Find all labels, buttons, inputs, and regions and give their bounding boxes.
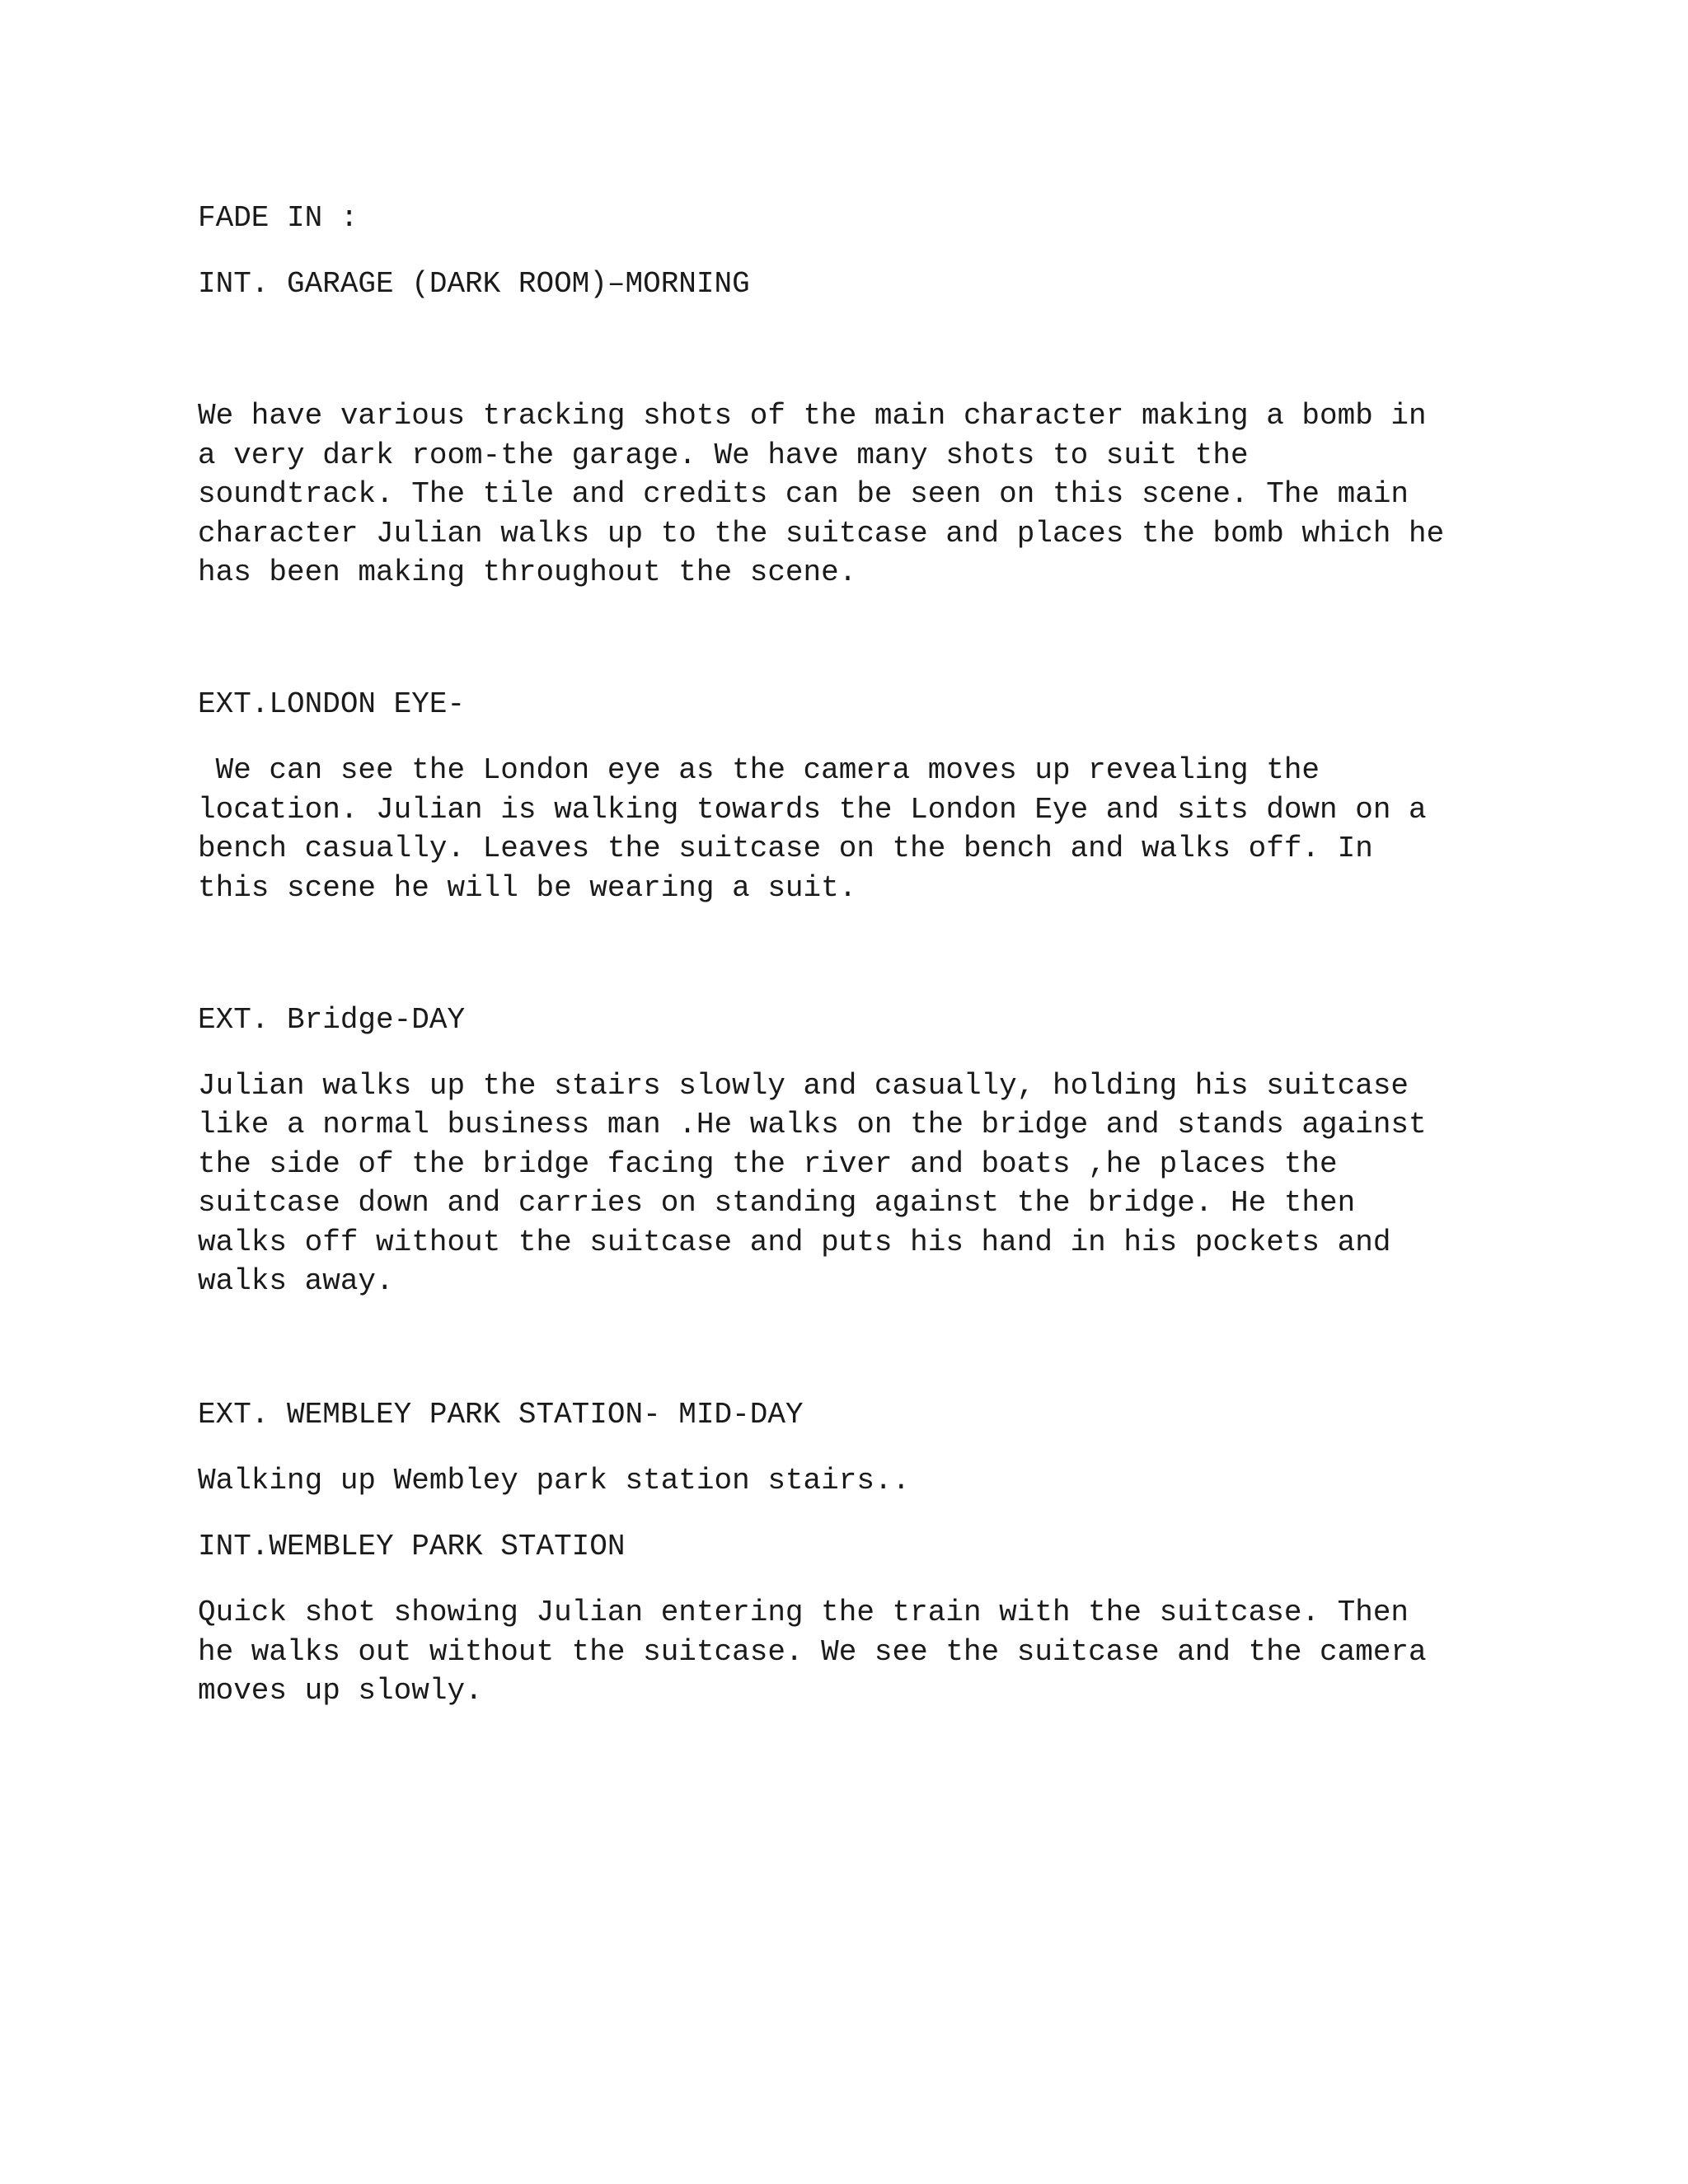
- action-line: this scene he will be wearing a suit.: [198, 871, 857, 905]
- action-line: moves up slowly.: [198, 1674, 483, 1708]
- action-line: has been making throughout the scene.: [198, 555, 857, 589]
- scene-heading-wembley-park-station-int: INT.WEMBLEY PARK STATION: [198, 1530, 626, 1563]
- action-line: We can see the London eye as the camera moves up revealing the: [198, 753, 1320, 787]
- action-line: soundtrack. The tile and credits can be seen on this scene. The main: [198, 477, 1409, 511]
- action-line: bench casually. Leaves the suitcase on the bench and walks off. In: [198, 832, 1373, 865]
- action-line: he walks out without the suitcase. We see the suitcase and the camera: [198, 1635, 1427, 1669]
- action-line: walks away.: [198, 1264, 394, 1298]
- action-line: location. Julian is walking towards the London Eye and sits down on a: [198, 793, 1427, 827]
- action-line: character Julian walks up to the suitcase and places the bomb which he: [198, 517, 1445, 551]
- action-line: a very dark room-the garage. We have many shots to suit the: [198, 438, 1249, 472]
- fade-in-transition: FADE IN :: [198, 201, 359, 235]
- scene-heading-garage: INT. GARAGE (DARK ROOM)–MORNING: [198, 267, 750, 301]
- action-line: the side of the bridge facing the river and boats ,he places the: [198, 1147, 1338, 1181]
- action-line: Walking up Wembley park station stairs..: [198, 1464, 911, 1497]
- action-line: Quick shot showing Julian entering the train with the suitcase. Then: [198, 1596, 1409, 1629]
- action-line: suitcase down and carries on standing against the bridge. He then: [198, 1186, 1356, 1220]
- action-line: like a normal business man .He walks on the bridge and stands against: [198, 1108, 1427, 1141]
- scene-heading-london-eye: EXT.LONDON EYE-: [198, 687, 466, 721]
- action-line: walks off without the suitcase and puts his hand in his pockets and: [198, 1226, 1391, 1259]
- action-line: We have various tracking shots of the main character making a bomb in: [198, 399, 1427, 433]
- scene-heading-wembley-park-station-ext: EXT. WEMBLEY PARK STATION- MID-DAY: [198, 1398, 804, 1432]
- scene-heading-bridge: EXT. Bridge-DAY: [198, 1003, 466, 1037]
- action-line: Julian walks up the stairs slowly and casually, holding his suitcase: [198, 1069, 1409, 1103]
